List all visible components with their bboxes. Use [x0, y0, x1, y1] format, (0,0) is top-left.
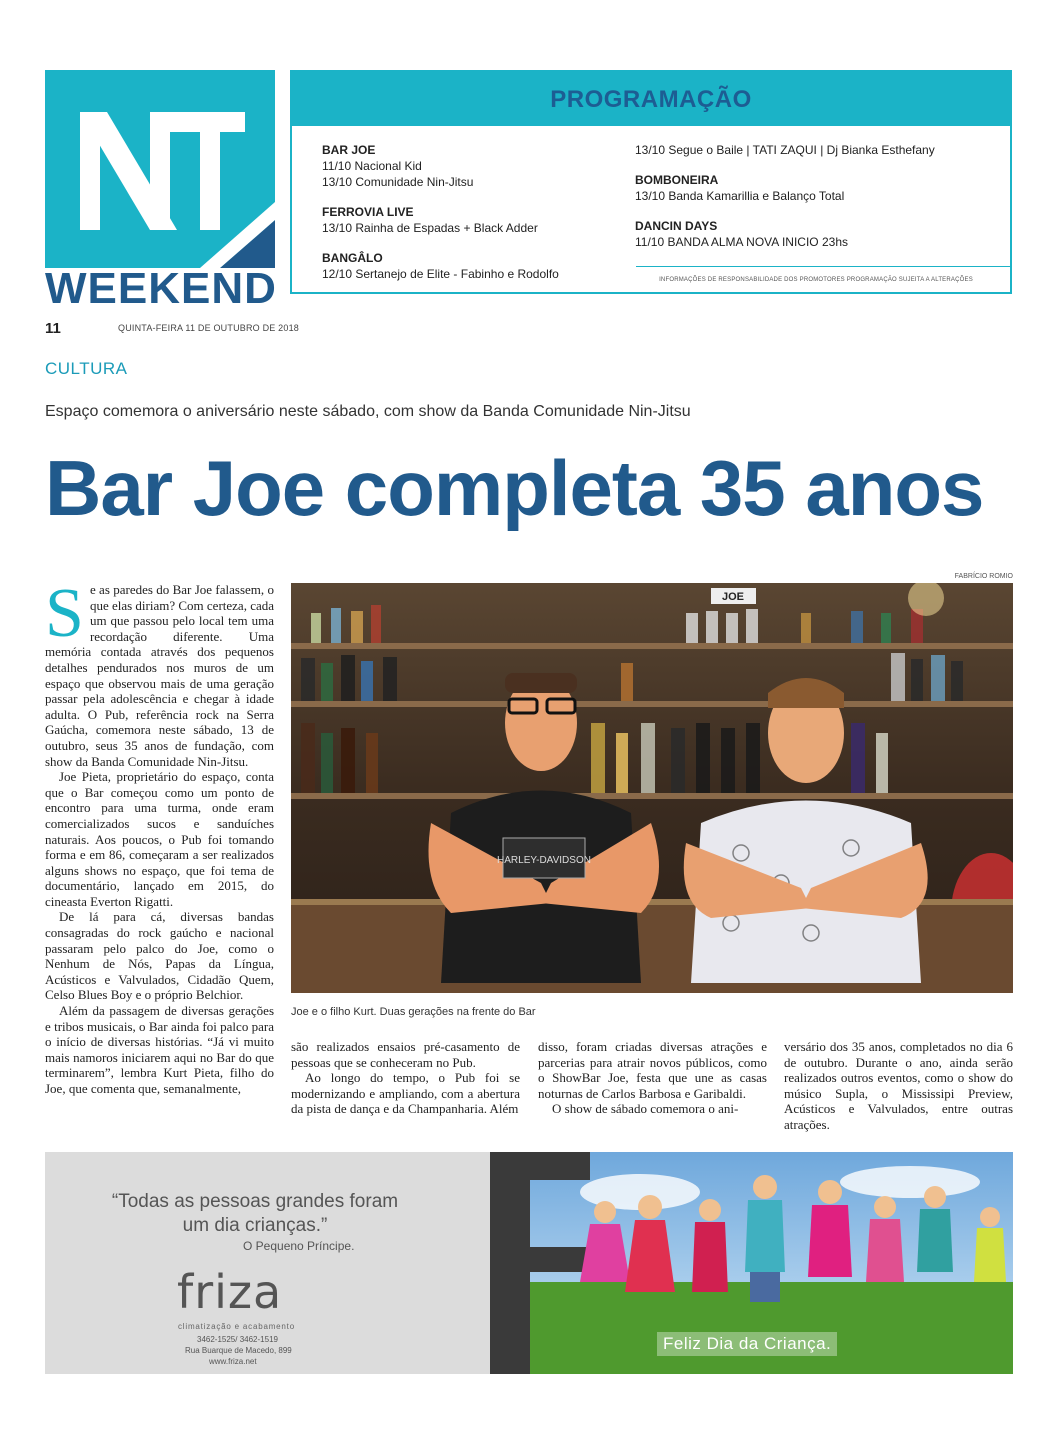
- venue-name: BAR JOE: [322, 143, 376, 157]
- article-column-1: [45, 575, 275, 1097]
- friza-tagline: climatização e acabamento: [178, 1322, 295, 1331]
- section-label: CULTURA: [45, 359, 128, 378]
- listing-group: [635, 172, 935, 204]
- article-photo: [291, 583, 1013, 993]
- listing-group: [322, 142, 559, 190]
- photo-credit: FABRÍCIO ROMIO: [954, 573, 1013, 580]
- programacao-header: [292, 72, 1010, 126]
- nt-logo: [45, 70, 275, 268]
- ad-quote: “Todas as pessoas grandes foram um dia crianças.”: [111, 1191, 399, 1236]
- listing-entry: 12/10 Sertanejo de Elite - Fabinho e Rodolfo: [322, 267, 559, 281]
- page-number: 11: [45, 320, 61, 337]
- nt-logo-mark: [45, 70, 275, 268]
- article-paragraph: Joe Pieta, proprietário do espaço, conta que o Bar começou como um ponto de encontro para uma turma, onde eram comercializados sucos e sanduíches naturais. Aos poucos, o Pub foi tomando forma e em 86, começaram a ser realizados alguns shows no espaço, que foi tema de documentário, lançado em 2015, do cineasta Everton Rigatti.: [45, 769, 274, 909]
- listing-entry: 13/10 Rainha de Espadas + Black Adder: [322, 221, 538, 235]
- drop-cap: S: [45, 575, 84, 652]
- ad-quote-author: O Pequeno Príncipe.: [243, 1239, 355, 1253]
- friza-advertisement: [45, 1152, 1013, 1374]
- photo-caption: Joe e o filho Kurt. Duas gerações na frente do Bar: [291, 1006, 536, 1018]
- article-paragraph: O show de sábado comemora o ani-: [552, 1101, 739, 1117]
- article-deck: Espaço comemora o aniversário neste sábado, com show da Banda Comunidade Nin-Jitsu: [45, 403, 691, 420]
- friza-website: www.friza.net: [209, 1357, 257, 1366]
- listing-group: [322, 250, 559, 282]
- listing-entry: 13/10 Comunidade Nin-Jitsu: [322, 175, 474, 189]
- article-paragraph: versário dos 35 anos, completados no dia 6 de outubro. Durante o ano, ainda serão realizados outros eventos, como o show do músico Supla, o Mississipi Preview, Acústicos e Valvulados, entre outras atrações.: [784, 1039, 1013, 1132]
- divider: [636, 266, 1010, 267]
- sign-text: JOE: [721, 591, 745, 603]
- programacao-left-column: [322, 142, 559, 296]
- programacao-box: [290, 70, 1012, 294]
- article-column-4: [784, 1039, 1013, 1133]
- venue-name: FERROVIA LIVE: [322, 205, 414, 219]
- article-paragraph: são realizados ensaios pré-casamento de pessoas que se conheceram no Pub.: [291, 1039, 520, 1070]
- programacao-disclaimer: INFORMAÇÕES DE RESPONSABILIDADE DOS PROMOTORES PROGRAMAÇÃO SUJEITA A ALTERAÇÕES: [659, 277, 973, 283]
- venue-name: BOMBONEIRA: [635, 173, 719, 187]
- weekend-wordmark: WEEKEND: [45, 264, 277, 313]
- shirt-text: HARLEY-DAVIDSON: [497, 855, 591, 866]
- programacao-title: PROGRAMAÇÃO: [550, 86, 752, 113]
- listing-group: [635, 218, 935, 250]
- publication-date: QUINTA-FEIRA 11 DE OUTUBRO DE 2018: [118, 323, 300, 333]
- article-paragraph: Ao longo do tempo, o Pub foi se modernizando e ampliando, com a abertura da pista de dança e da Champanharia. Além: [291, 1070, 520, 1117]
- article-paragraph: Além da passagem de diversas gerações e tribos musicais, o Bar ainda foi palco para o início de diversas histórias. “Já vi muito mais namoros iniciarem aqui no Bar do que terminarem”, lembra Kurt Pieta, filho do Joe, que comenta que, semanalmente,: [45, 1003, 274, 1096]
- listing-entry: 11/10 Nacional Kid: [322, 159, 422, 173]
- listing-entry: 13/10 Segue o Baile | TATI ZAQUI | Dj Bianka Esthefany: [635, 143, 935, 157]
- venue-name: DANCIN DAYS: [635, 219, 718, 233]
- listing-group: [322, 204, 559, 236]
- listing-entry: 11/10 BANDA ALMA NOVA INICIO 23hs: [635, 235, 848, 249]
- ad-banner: Feliz Dia da Criança.: [657, 1332, 837, 1356]
- friza-phones: 3462-1525/ 3462-1519: [197, 1335, 278, 1344]
- programacao-right-column: [635, 142, 935, 264]
- article-paragraph: De lá para cá, diversas bandas consagradas do rock gaúcho e nacional passaram pelo palco do Joe, como o Nenhum de Nós, Papas da Língua, Acústicos e Valvulados, Cidadão Quem, Celso Blues Boy e o próprio Belchior.: [45, 909, 274, 1003]
- listing-group: [635, 142, 935, 158]
- article-column-2: [291, 1039, 520, 1117]
- article-column-3: [538, 1039, 767, 1117]
- listing-entry: 13/10 Banda Kamarillia e Balanço Total: [635, 189, 845, 203]
- friza-logo: friza: [177, 1265, 283, 1319]
- article-headline: Bar Joe completa 35 anos: [45, 444, 984, 532]
- bar-photo-illustration: [291, 583, 1013, 993]
- friza-address: Rua Buarque de Macedo, 899: [185, 1346, 292, 1355]
- article-paragraph: e as paredes do Bar Joe falassem, o que elas diriam? Com certeza, cada um que passou pelo local tem uma recordação diferente. Uma memória contada através dos pequenos detalhes pendurados nos muros de um espaço que observou mais de uma geração passar pela adolescência e chegar à idade adulta. O Pub, referência rock na Serra Gaúcha, comemora neste sábado, 13 de outubro, seus 35 anos de fundação, com show da Banda Comunidade Nin-Jitsu.: [45, 582, 275, 769]
- venue-name: BANGÂLO: [322, 251, 383, 265]
- article-paragraph: disso, foram criadas diversas atrações e parcerias para atrair novos públicos, como o ShowBar Joe, festa que une as casas noturnas de Carlos Barbosa e Garibaldi.: [538, 1039, 767, 1101]
